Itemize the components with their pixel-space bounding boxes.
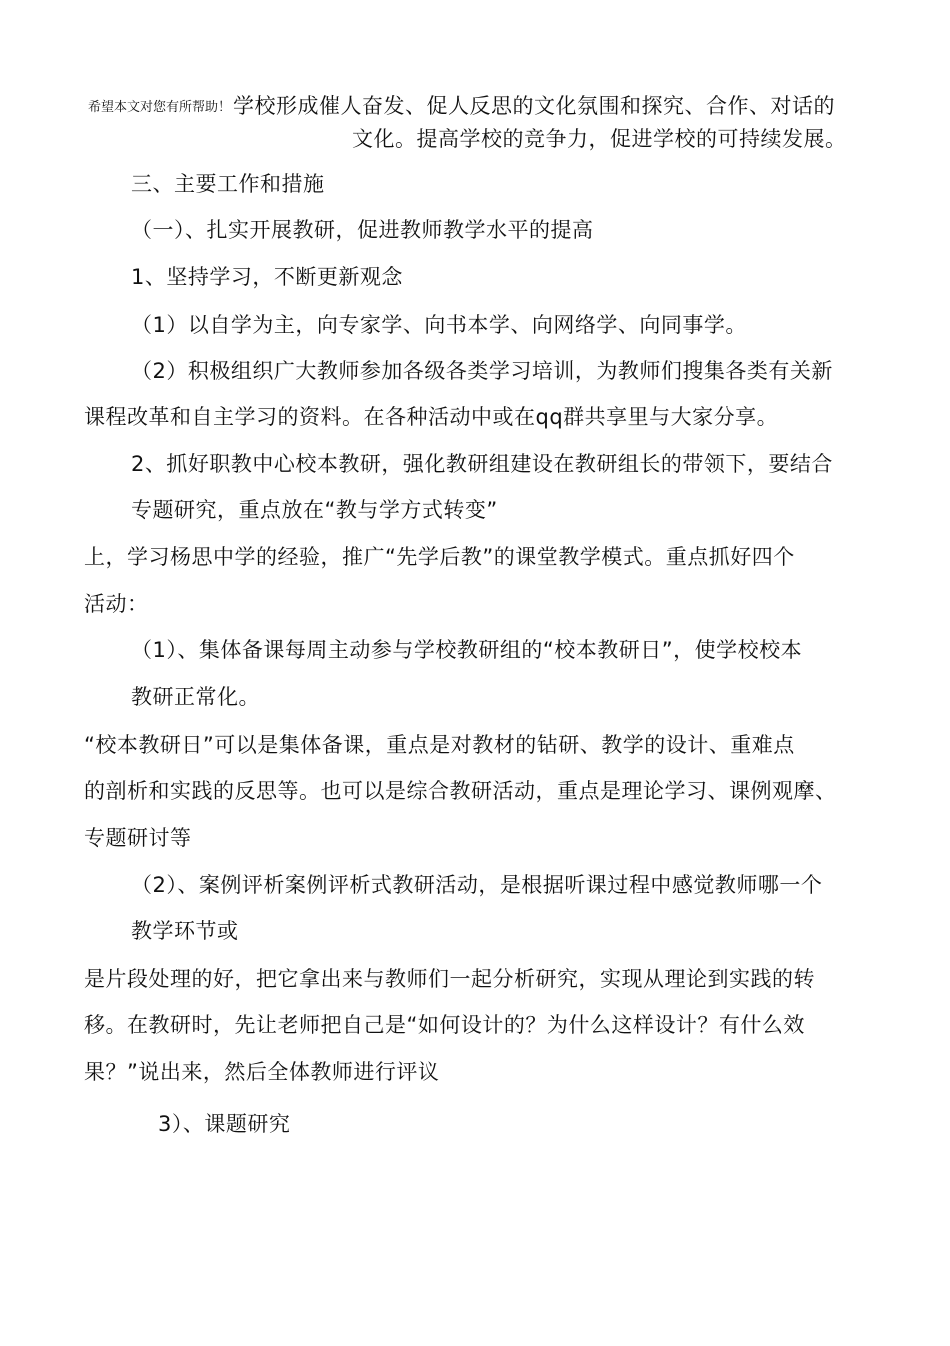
paragraph-line-18: （2）、案例评析案例评析式教研活动，是根据听课过程中感觉教师哪一个 [131, 873, 823, 897]
line-text-1: 学校形成催人奋发、促人反思的文化氛围和探究、合作、对话的 [233, 94, 836, 118]
paragraph-line-14: 教研正常化。 [131, 685, 260, 709]
paragraph-line-6: （1）以自学为主，向专家学、向书本学、向网络学、向同事学。 [131, 313, 747, 337]
paragraph-line-20: 是片段处理的好，把它拿出来与教师们一起分析研究，实现从理论到实践的转 [84, 967, 815, 991]
paragraph-line-2: 文化。提高学校的竞争力，促进学校的可持续发展。 [352, 127, 847, 151]
paragraph-line-12: 活动： [84, 592, 149, 616]
paragraph-line-19: 教学环节或 [131, 919, 239, 943]
paragraph-line-15: “校本教研日”可以是集体备课，重点是对教材的钻研、教学的设计、重难点 [84, 733, 795, 757]
item-heading-2: 2、抓好职教中心校本教研，强化教研组建设在教研组长的带领下，要结合 [131, 452, 833, 476]
subsection-heading: （一）、扎实开展教研，促进教师教学水平的提高 [131, 218, 594, 242]
paragraph-line-13: （1）、集体备课每周主动参与学校教研组的“校本教研日”，使学校校本 [131, 638, 803, 662]
paragraph-line-10: 专题研究，重点放在“教与学方式转变” [131, 498, 498, 522]
item-heading-3: 3）、课题研究 [158, 1112, 291, 1136]
header-note: 希望本文对您有所帮助！ [88, 100, 232, 115]
paragraph-line-7: （2）积极组织广大教师参加各级各类学习培训，为教师们搜集各类有关新 [131, 359, 833, 383]
paragraph-line-1 [88, 92, 835, 122]
paragraph-line-22: 果？”说出来，然后全体教师进行评议 [84, 1060, 440, 1084]
paragraph-line-8: 课程改革和自主学习的资料。在各种活动中或在qq群共享里与大家分享。 [84, 405, 779, 429]
paragraph-line-17: 专题研讨等 [84, 826, 192, 850]
paragraph-line-21: 移。在教研时，先让老师把自己是“如何设计的？为什么这样设计？有什么效 [84, 1013, 805, 1037]
section-heading: 三、主要工作和措施 [131, 172, 325, 196]
paragraph-line-16: 的剖析和实践的反思等。也可以是综合教研活动，重点是理论学习、课例观摩、 [84, 779, 837, 803]
item-heading-1: 1、坚持学习，不断更新观念 [131, 265, 403, 289]
paragraph-line-11: 上，学习杨思中学的经验，推广“先学后教”的课堂教学模式。重点抓好四个 [84, 545, 795, 569]
